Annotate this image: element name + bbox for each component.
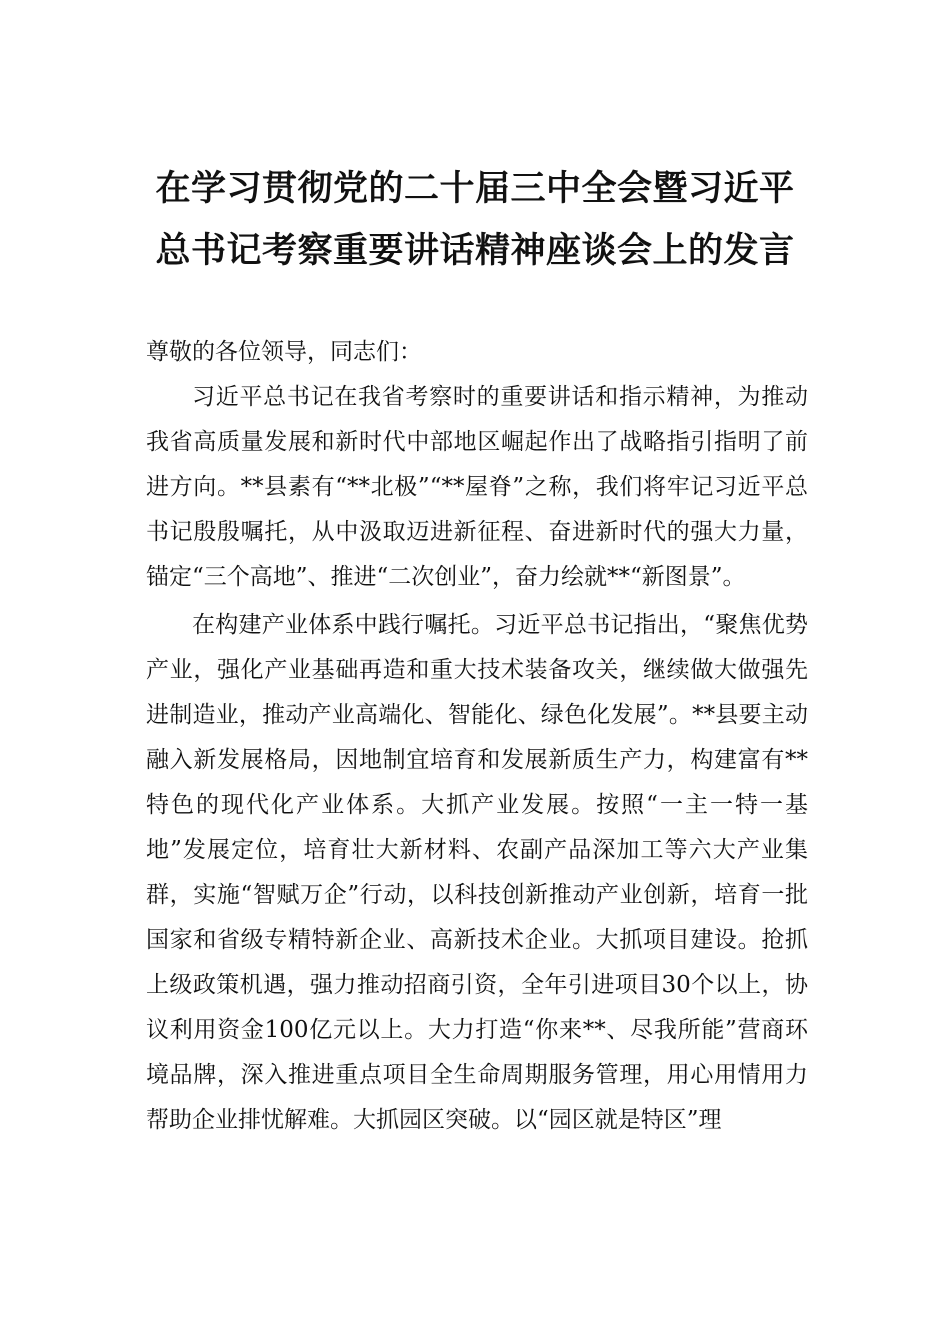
document-title bbox=[120, 158, 830, 282]
paragraph: 在构建产业体系中践行嘱托。习近平总书记指出，“聚焦优势产业，强化产业基础再造和重大技术装备攻关，继续做大做强先进制造业，推动产业高端化、智能化、绿色化发展”。**县要主动融入新发展格局，因地制宜培育和发展新质生产力，构建富有**特色的现代化产业体系。大抓产业发展。按照“一主一特一基地”发展定位，培育壮大新材料、农副产品深加工等六大产业集群，实施“智赋万企”行动，以科技创新推动产业创新，培育一批国家和省级专精特新企业、高新技术企业。大抓项目建设。抢抓上级政策机遇，强力推动招商引资，全年引进项目30个以上，协议利用资金100亿元以上。大力打造“你来**、尽我所能”营商环境品牌，深入推进重点项目全生命周期服务管理，用心用情用力帮助企业排忧解难。大抓园区突破。以“园区就是特区”理 bbox=[146, 612, 808, 1133]
title-line-2: 总书记考察重要讲话精神座谈会上的发言 bbox=[155, 230, 795, 271]
paragraph: 习近平总书记在我省考察时的重要讲话和指示精神，为推动我省高质量发展和新时代中部地区崛起作出了战略指引指明了前进方向。**县素有“**北极”“**屋脊”之称，我们将牢记习近平总书记殷殷嘱托，从中汲取迈进新征程、奋进新时代的强大力量，锚定“三个高地”、推进“二次创业”，奋力绘就**“新图景”。 bbox=[146, 384, 808, 590]
salutation: 尊敬的各位领导，同志们： bbox=[146, 339, 422, 365]
document-body bbox=[146, 330, 808, 1146]
title-line-1: 在学习贯彻党的二十届三中全会暨习近平 bbox=[155, 168, 795, 209]
